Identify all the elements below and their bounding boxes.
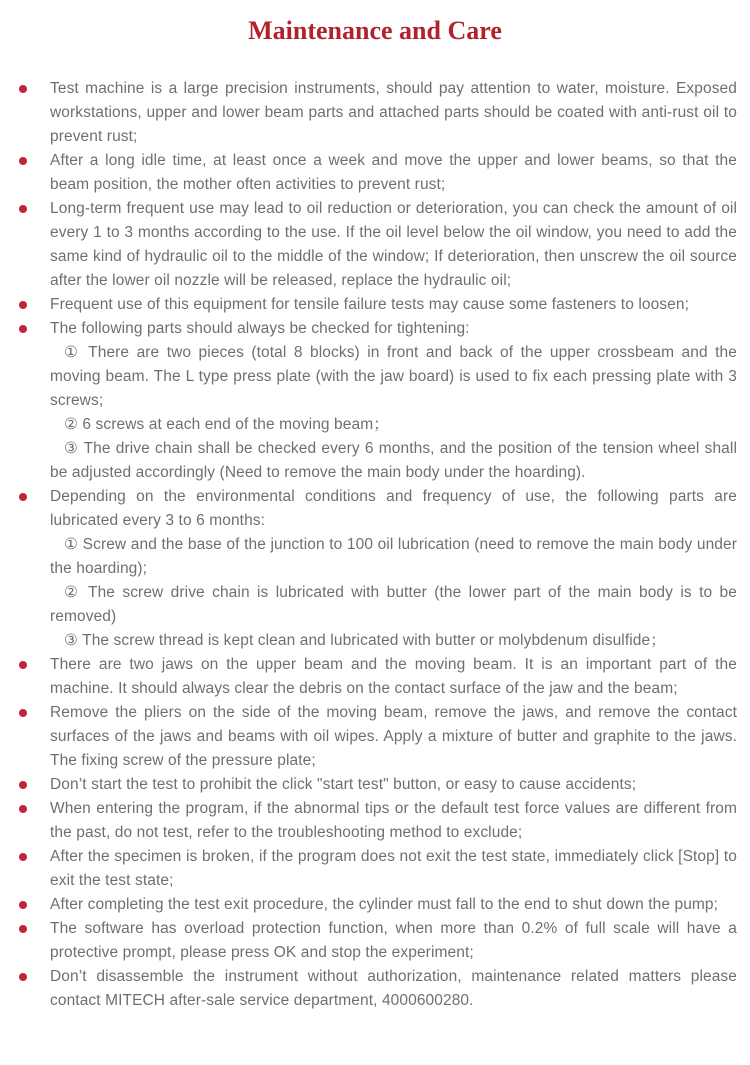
item-text: Don’t disassemble the instrument without authorization, maintenance related matters please contact MITECH after-sale service department, 4000600280. <box>50 968 737 1009</box>
item-text: Test machine is a large precision instruments, should pay attention to water, moisture. Exposed workstations, upper and lower beam parts and attached parts should be coated with anti-rust oil to prevent rust; <box>50 80 737 145</box>
item-text: After a long idle time, at least once a week and move the upper and lower beams, so that the beam position, the mother often activities to prevent rust; <box>50 152 737 193</box>
bullet-icon <box>19 853 27 861</box>
item-text: ① There are two pieces (total 8 blocks) in front and back of the upper crossbeam and the moving beam. The L type press plate (with the jaw board) is used to fix each pressing plate with 3 screws; <box>50 344 737 409</box>
item-text: After the specimen is broken, if the program does not exit the test state, immediately click [Stop] to exit the test state; <box>50 848 737 889</box>
numbered-sub-item <box>50 629 737 653</box>
item-text: Depending on the environmental conditions and frequency of use, the following parts are lubricated every 3 to 6 months: <box>50 488 737 529</box>
list-item <box>50 653 737 701</box>
list-item <box>50 293 737 317</box>
item-text: ③ The screw thread is kept clean and lubricated with butter or molybdenum disulfide； <box>64 632 666 649</box>
item-list <box>0 77 750 1013</box>
list-item <box>50 149 737 197</box>
item-text: ③ The drive chain shall be checked every 6 months, and the position of the tension wheel shall be adjusted accordingly (Need to remove the main body under the hoarding). <box>50 440 737 481</box>
bullet-icon <box>19 157 27 165</box>
item-text: There are two jaws on the upper beam and the moving beam. It is an important part of the machine. It should always clear the debris on the contact surface of the jaw and the beam; <box>50 656 737 697</box>
list-item <box>50 317 737 341</box>
numbered-sub-item <box>50 341 737 413</box>
item-text: ② The screw drive chain is lubricated with butter (the lower part of the main body is to be removed) <box>50 584 737 625</box>
bullet-icon <box>19 85 27 93</box>
item-text: The following parts should always be checked for tightening: <box>50 320 470 337</box>
list-item <box>50 485 737 533</box>
item-text: ② 6 screws at each end of the moving beam； <box>64 416 389 433</box>
list-item <box>50 701 737 773</box>
item-text: Frequent use of this equipment for tensile failure tests may cause some fasteners to loosen; <box>50 296 690 313</box>
numbered-sub-item <box>50 533 737 581</box>
bullet-icon <box>19 301 27 309</box>
list-item <box>50 797 737 845</box>
list-item <box>50 965 737 1013</box>
bullet-icon <box>19 973 27 981</box>
list-item <box>50 893 737 917</box>
list-item <box>50 197 737 293</box>
list-item <box>50 845 737 893</box>
list-item <box>50 917 737 965</box>
bullet-icon <box>19 901 27 909</box>
item-text: After completing the test exit procedure, the cylinder must fall to the end to shut down the pump; <box>50 896 719 913</box>
list-item <box>50 77 737 149</box>
item-text: The software has overload protection function, when more than 0.2% of full scale will have a protective prompt, please press OK and stop the experiment; <box>50 920 737 961</box>
numbered-sub-item <box>50 581 737 629</box>
item-text: When entering the program, if the abnormal tips or the default test force values are different from the past, do not test, refer to the troubleshooting method to exclude; <box>50 800 737 841</box>
item-text: Long-term frequent use may lead to oil reduction or deterioration, you can check the amount of oil every 1 to 3 months according to the use. If the oil level below the oil window, you need to add the same kind of hydraulic oil to the middle of the window; If deterioration, then unscrew the oil source after the lower oil nozzle will be released, replace the hydraulic oil; <box>50 200 737 289</box>
item-text: ① Screw and the base of the junction to 100 oil lubrication (need to remove the main body under the hoarding); <box>50 536 737 577</box>
bullet-icon <box>19 925 27 933</box>
bullet-icon <box>19 493 27 501</box>
bullet-icon <box>19 661 27 669</box>
bullet-icon <box>19 709 27 717</box>
item-text: Remove the pliers on the side of the moving beam, remove the jaws, and remove the contact surfaces of the jaws and beams with oil wipes. Apply a mixture of butter and graphite to the jaws. The fixing screw of the pressure plate; <box>50 704 737 769</box>
bullet-icon <box>19 781 27 789</box>
list-item <box>50 773 737 797</box>
bullet-icon <box>19 325 27 333</box>
page-title: Maintenance and Care <box>248 16 502 45</box>
numbered-sub-item <box>50 413 737 437</box>
bullet-icon <box>19 805 27 813</box>
bullet-icon <box>19 205 27 213</box>
item-text: Don’t start the test to prohibit the click "start test" button, or easy to cause accidents; <box>50 776 637 793</box>
numbered-sub-item <box>50 437 737 485</box>
